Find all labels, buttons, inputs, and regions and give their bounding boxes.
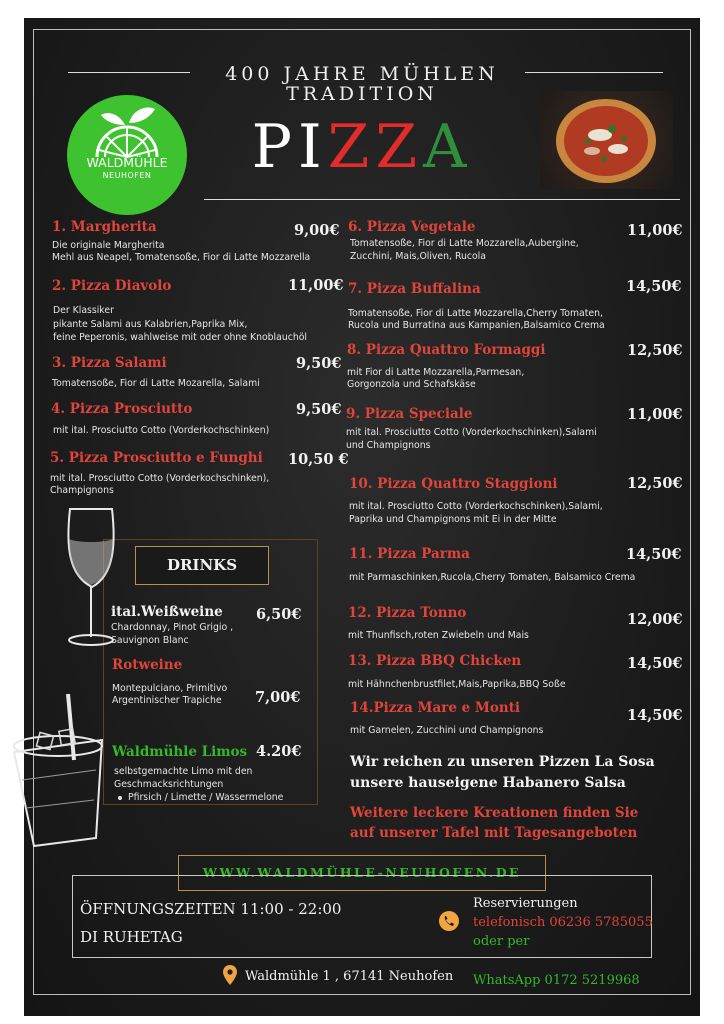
- pizza-2-price: 11,00€: [288, 277, 344, 294]
- pizza-1-price: 9,00€: [294, 222, 340, 239]
- pizza-6-price: 11,00€: [627, 222, 683, 239]
- red-wine-price: 7,00€: [255, 689, 301, 706]
- pizza-title: [240, 112, 484, 182]
- pizza-9-desc-1: mit ital. Prosciutto Cotto (Vorderkochschinken),Salami: [346, 427, 597, 438]
- pizza-5-desc-2: Champignons: [50, 485, 114, 496]
- tradition-line-2: TRADITION: [286, 83, 438, 105]
- pizza-2-desc-1: Der Klassiker: [53, 305, 114, 316]
- pizza-3-desc-1: Tomatensoße, Fior di Latte Mozarella, Salami: [52, 378, 260, 389]
- address: Waldmühle 1 , 67141 Neuhofen: [245, 969, 454, 984]
- pizza-3-name: 3. Pizza Salami: [52, 355, 167, 371]
- pizza-8-desc-1: mit Fior di Latte Mozzarella,Parmesan,: [347, 367, 525, 378]
- pizza-8-name: 8. Pizza Quattro Formaggi: [347, 342, 546, 358]
- pizza-7-price: 14,50€: [626, 278, 682, 295]
- pizza-10-name: 10. Pizza Quattro Staggioni: [349, 476, 558, 492]
- limo-flavors: Pfirsich / Limette / Wassermelone: [128, 792, 284, 803]
- red-wine-desc-1: Montepulciano, Primitivo: [112, 683, 228, 694]
- bullet-dot: [118, 796, 122, 800]
- pizza-1-name: 1. Margherita: [52, 219, 157, 235]
- more-note-1: Weitere leckere Kreationen finden Sie: [350, 805, 639, 821]
- pizza-photo: [540, 91, 673, 189]
- white-wine-desc-1: Chardonnay, Pinot Grigio ,: [111, 622, 234, 633]
- pizza-13-name: 13. Pizza BBQ Chicken: [348, 653, 522, 669]
- drinks-title: DRINKS: [135, 546, 269, 585]
- pizza-8-price: 12,50€: [627, 342, 683, 359]
- pizza-14-name: 14.Pizza Mare e Monti: [350, 700, 521, 716]
- pizza-3-price: 9,50€: [296, 355, 342, 372]
- pizza-1-desc-2: Mehl aus Neapel, Tomatensoße, Fior di Latte Mozzarella: [52, 252, 311, 263]
- pizza-4-name: 4. Pizza Prosciutto: [51, 401, 193, 417]
- white-wine-desc-2: Sauvignon Blanc: [111, 635, 189, 646]
- waldmuehle-logo: [67, 95, 187, 215]
- pizza-6-desc-2: Zucchini, Mais,Oliven, Rucola: [350, 251, 486, 262]
- red-wine-name: Rotweine: [112, 657, 183, 673]
- red-wine-desc-2: Argentinischer Trapiche: [112, 695, 222, 706]
- pizza-4-desc-1: mit ital. Prosciutto Cotto (Vorderkochschinken): [53, 425, 270, 436]
- limo-desc-2: Geschmacksrichtungen: [114, 779, 224, 790]
- pizza-9-desc-2: und Champignons: [346, 440, 431, 451]
- pizza-14-price: 14,50€: [627, 707, 683, 724]
- whatsapp-number[interactable]: WhatsApp 0172 5219968: [473, 973, 640, 988]
- limo-name: Waldmühle Limos: [112, 744, 248, 760]
- lemonade-glass-icon: [8, 690, 108, 850]
- pizza-9-price: 11,00€: [627, 406, 683, 423]
- pizza-10-price: 12,50€: [627, 475, 683, 492]
- pizza-6-desc-1: Tomatensoße, Fior di Latte Mozzarella,Aubergine,: [350, 238, 579, 249]
- pizza-11-desc-1: mit Parmaschinken,Rucola,Cherry Tomaten, Balsamico Crema: [349, 572, 636, 583]
- more-note-2: auf unserer Tafel mit Tagesangeboten: [350, 825, 638, 841]
- limo-bullet: [118, 792, 283, 804]
- frame-line-bottom: [33, 994, 691, 995]
- salsa-note-2: unsere hauseigene Habanero Salsa: [350, 775, 626, 791]
- pizza-13-price: 14,50€: [627, 655, 683, 672]
- pizza-7-desc-1: Tomatensoße, Fior di Latte Mozzarella,Cherry Tomaten,: [348, 308, 603, 319]
- pizza-2-desc-2: pikante Salami aus Kalabrien,Paprika Mix,: [53, 319, 248, 330]
- pizza-1-desc-1: Die originale Margherita: [52, 240, 165, 251]
- pizza-2-desc-3: feine Peperonis, wahlweise mit oder ohne Knoblauchöl: [53, 332, 307, 343]
- logo-name: WALDMÜHLE: [86, 155, 168, 170]
- pizza-14-desc-1: mit Garnelen, Zucchini und Champignons: [350, 725, 544, 736]
- frame-line-left: [33, 29, 34, 995]
- pizza-10-desc-1: mit ital. Prosciutto Cotto (Vorderkochschinken),Salami,: [349, 501, 603, 512]
- pizza-12-price: 12,00€: [627, 611, 683, 628]
- title-part-2: ZZ: [327, 112, 424, 182]
- pizza-5-price: 10,50 €: [288, 451, 349, 468]
- pizza-6-name: 6. Pizza Vegetale: [348, 219, 476, 235]
- white-wine-name: ital.Weißweine: [111, 604, 223, 620]
- reservations-or: oder per: [473, 934, 530, 949]
- header-rule-right: [525, 72, 663, 73]
- pizza-12-desc-1: mit Thunfisch,roten Zwiebeln und Mais: [348, 630, 529, 641]
- logo-sub: NEUHOFEN: [102, 171, 152, 180]
- pizza-7-desc-2: Rucola und Burratina aus Kampanien,Balsamico Crema: [348, 320, 605, 331]
- phone-icon: [439, 911, 459, 931]
- tradition-line-1: 400 JAHRE MÜHLEN: [225, 63, 499, 85]
- pizza-4-price: 9,50€: [296, 401, 342, 418]
- salsa-note-1: Wir reichen zu unseren Pizzen La Sosa: [350, 754, 655, 770]
- pizza-2-name: 2. Pizza Diavolo: [52, 278, 172, 294]
- pizza-10-desc-2: Paprika und Champignons mit Ei in der Mitte: [349, 514, 557, 525]
- rest-day: DI RUHETAG: [80, 928, 183, 946]
- website-link[interactable]: WWW.WALDMÜHLE-NEUHOFEN.DE: [178, 855, 546, 891]
- header-rule-left: [68, 72, 190, 73]
- pizza-8-desc-2: Gorgonzola und Schafskäse: [347, 379, 476, 390]
- frame-line-right: [690, 29, 691, 995]
- reservations-phone[interactable]: telefonisch 06236 5785055: [473, 915, 653, 930]
- pizza-image: [540, 91, 673, 189]
- title-part-1: PI: [251, 112, 328, 182]
- pizza-7-name: 7. Pizza Buffalina: [348, 281, 481, 297]
- pizza-11-name: 11. Pizza Parma: [349, 546, 470, 562]
- limo-price: 4.20€: [256, 743, 302, 760]
- pizza-9-name: 9. Pizza Speciale: [346, 406, 473, 422]
- opening-hours: ÖFFNUNGSZEITEN 11:00 - 22:00: [80, 900, 342, 918]
- title-part-3: A: [423, 112, 473, 182]
- limo-desc-1: selbstgemachte Limo mit den: [114, 766, 253, 777]
- pizza-13-desc-1: mit Hähnchenbrustfilet,Mais,Paprika,BBQ Soße: [348, 679, 566, 690]
- pizza-11-price: 14,50€: [626, 546, 682, 563]
- frame-line-top: [33, 29, 691, 30]
- location-pin-icon: [223, 965, 237, 985]
- reservations-title: Reservierungen: [473, 896, 578, 911]
- pizza-5-desc-1: mit ital. Prosciutto Cotto (Vorderkochschinken),: [50, 473, 270, 484]
- white-wine-price: 6,50€: [256, 606, 302, 623]
- header-divider: [204, 199, 680, 200]
- pizza-12-name: 12. Pizza Tonno: [348, 605, 467, 621]
- pizza-5-name: 5. Pizza Prosciutto e Funghi: [50, 450, 263, 466]
